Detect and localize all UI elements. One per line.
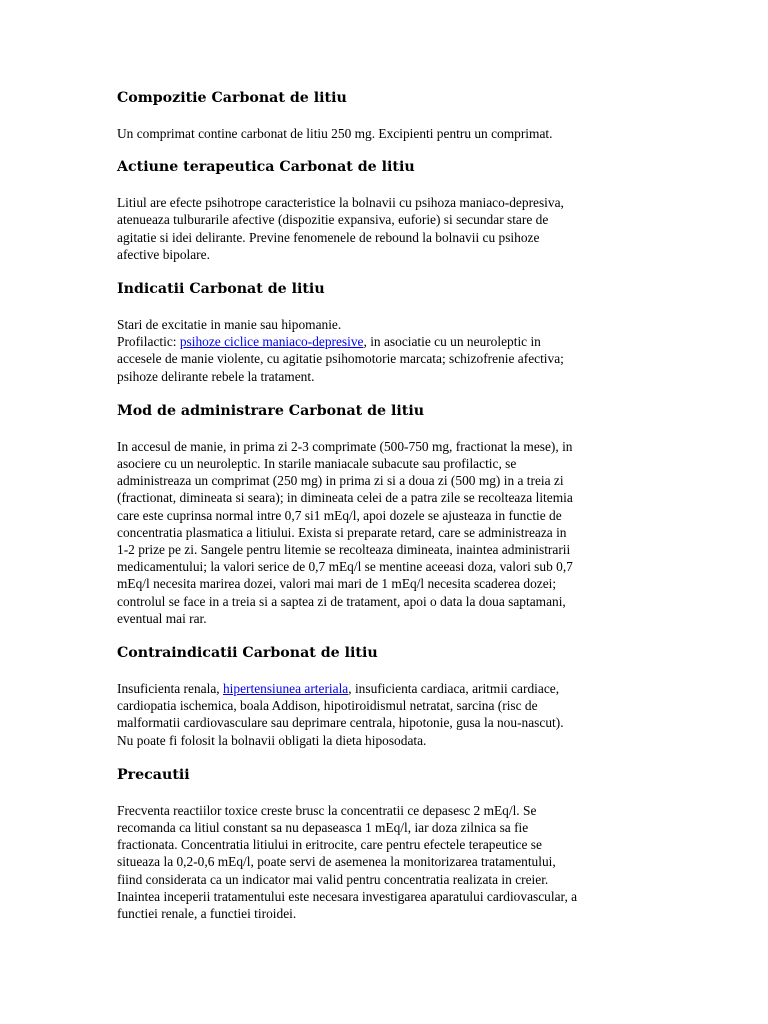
text-line: Frecventa reactiilor toxice creste brusc la concentratii ce depasesc 2 mEq/l. Se <box>117 802 537 818</box>
section-heading-indicatii: Indicatii Carbonat de litiu <box>117 281 325 298</box>
text-line: (fractionat, dimineata si seara); in dimineata celei de a patra zile se recolteaza litemia <box>117 490 573 506</box>
text-line-with-link <box>117 680 657 697</box>
text-line: mEq/l necesita marirea dozei, valori mai mari de 1 mEq/l necesita scaderea dozei; <box>117 576 557 592</box>
text-line: eventual mai rar. <box>117 610 207 626</box>
text-fragment: Insuficienta renala, <box>117 681 223 697</box>
text-line: situeaza la 0,2-0,6 mEq/l, poate servi de asemenea la monitorizarea tratamentului, <box>117 854 556 870</box>
text-line: Stari de excitatie in manie sau hipomanie. <box>117 317 342 333</box>
section-body-actiune-terapeutica <box>117 194 657 263</box>
section-body-contraindicatii <box>117 680 657 749</box>
text-line: malformatii cardiovasculare sau deprimare centrala, hipotonie, gusa la nou-nascut). <box>117 715 564 731</box>
text-line: Un comprimat contine carbonat de litiu 250 mg. Excipienti pentru un comprimat. <box>117 126 553 141</box>
text-line: controlul se face in a treia si a saptea zi de tratament, apoi o data la doua saptamani, <box>117 593 566 609</box>
text-line: functiei renale, a functiei tiroidei. <box>117 906 297 922</box>
section-body-mod-de-administrare <box>117 438 657 627</box>
section-body-precautii <box>117 802 657 922</box>
text-line: Litiul are efecte psihotrope caracteristice la bolnavii cu psihoza maniaco-depresiva, <box>117 195 564 211</box>
text-line: asociere cu un neuroleptic. In starile maniacale subacute sau profilactic, se <box>117 456 517 472</box>
section-heading-mod-de-administrare: Mod de administrare Carbonat de litiu <box>117 402 425 419</box>
text-line: cardiopatia ischemica, boala Addison, hipotiroidismul netratat, sarcina (risc de <box>117 698 538 714</box>
text-line: fiind considerata ca un indicator mai valid pentru concentratia realizata in creier. <box>117 871 549 887</box>
text-line: Nu poate fi folosit la bolnavii obligati la dieta hiposodata. <box>117 732 427 748</box>
text-line: 1-2 prize pe zi. Sangele pentru litemie se recolteaza dimineata, inaintea administrarii <box>117 542 571 558</box>
text-fragment: Profilactic: <box>117 334 180 350</box>
text-line: psihoze delirante rebele la tratament. <box>117 368 315 384</box>
section-body-indicatii <box>117 316 657 385</box>
text-line: In accesul de manie, in prima zi 2-3 comprimate (500-750 mg, fractionat la mese), in <box>117 438 573 454</box>
text-line: administreaza un comprimat (250 mg) in prima zi si a doua zi (500 mg) in a treia zi <box>117 473 564 489</box>
text-fragment: , insuficienta cardiaca, aritmii cardiace, <box>348 681 560 697</box>
text-line: accesele de manie violente, cu agitatie psihomotorie marcata; schizofrenie afectiva; <box>117 351 564 367</box>
text-line: fractionata. Concentratia litiului in eritrocite, care pentru efectele terapeutice se <box>117 837 542 853</box>
text-line: recomanda ca litiul constant sa nu depaseasca 1 mEq/l, iar doza zilnica sa fie <box>117 820 529 836</box>
psihoze-ciclice-link[interactable]: psihoze ciclice maniaco-depresive <box>179 334 364 350</box>
text-line: medicamentului; la valori serice de 0,7 mEq/l se mentine aceeasi doza, valori sub 0,7 <box>117 559 573 575</box>
text-line-with-link <box>117 333 657 350</box>
section-heading-precautii: Precautii <box>117 766 190 783</box>
section-heading-contraindicatii: Contraindicatii Carbonat de litiu <box>117 645 378 662</box>
section-body-compozitie <box>117 125 657 142</box>
section-heading-compozitie: Compozitie Carbonat de litiu <box>117 90 347 106</box>
text-line: afective bipolare. <box>117 246 210 262</box>
text-line: concentratia plasmatica a litiului. Exista si preparate retard, care se administreaza in <box>117 524 567 540</box>
text-line: atenueaza tulburarile afective (dispozitie expansiva, euforie) si secundar stare de <box>117 212 549 228</box>
document-page <box>117 88 657 922</box>
text-line: Inaintea inceperii tratamentului este necesara investigarea aparatului cardiovascular, a <box>117 888 578 904</box>
text-fragment: , in asociatie cu un neuroleptic in <box>363 334 541 350</box>
text-line: agitatie si idei delirante. Previne fenomenele de rebound la bolnavii cu psihoze <box>117 229 540 245</box>
section-heading-actiune-terapeutica: Actiune terapeutica Carbonat de litiu <box>117 159 415 176</box>
hipertensiunea-arteriala-link[interactable]: hipertensiunea arteriala <box>222 681 349 697</box>
text-line: care este cuprinsa normal intre 0,7 si1 mEq/l, apoi dozele se ajusteaza in functie de <box>117 507 562 523</box>
